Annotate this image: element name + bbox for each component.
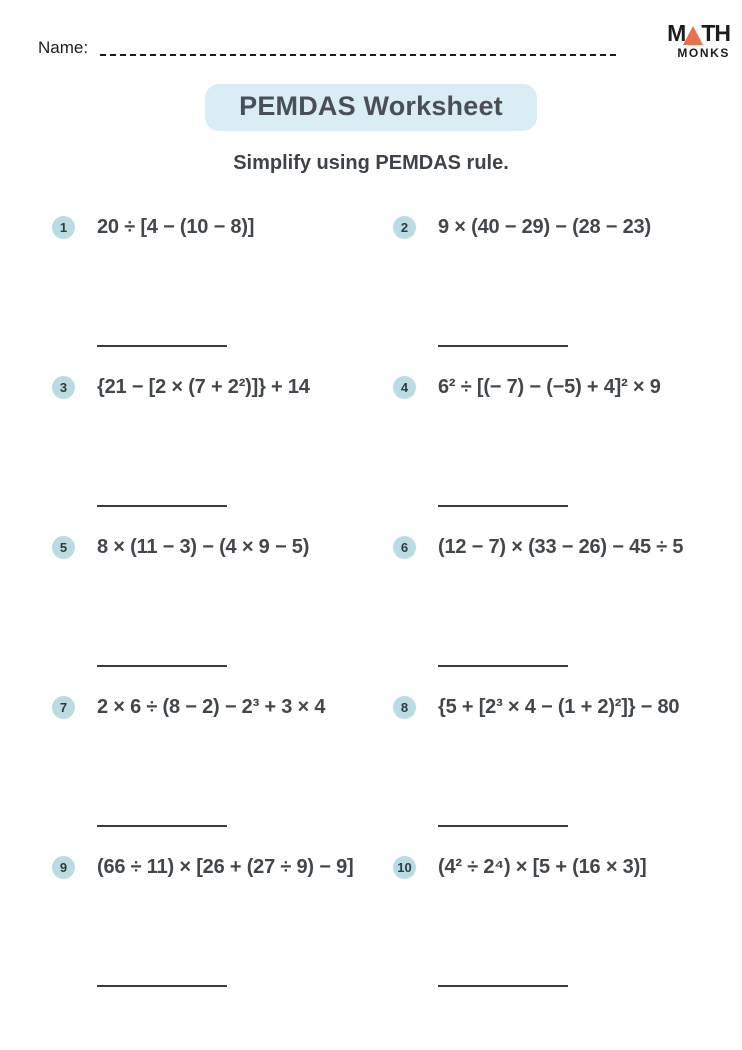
problem-number-badge: 2 [393, 216, 416, 239]
problem-number-badge: 9 [52, 856, 75, 879]
name-blank-line [100, 40, 616, 56]
problem-head [393, 376, 661, 399]
problem-expression: 6² ÷ [(− 7) − (−5) + 4]² × 9 [438, 376, 661, 398]
problem-expression: 9 × (40 − 29) − (28 − 23) [438, 216, 651, 238]
problem-expression: {5 + [2³ × 4 − (1 + 2)²]} − 80 [438, 696, 680, 718]
name-label: Name: [38, 38, 89, 57]
answer-blank-line [97, 985, 227, 987]
problem-4 [393, 363, 742, 523]
problem-expression: {21 − [2 × (7 + 2²)]} + 14 [97, 376, 310, 398]
answer-blank-line [97, 665, 227, 667]
problem-head [52, 856, 353, 879]
problem-3 [52, 363, 393, 523]
triangle-icon [683, 26, 703, 45]
problem-number-badge: 1 [52, 216, 75, 239]
answer-blank-line [438, 345, 568, 347]
problem-1 [52, 203, 393, 363]
problem-head [52, 696, 325, 719]
logo-word-monks: MONKS [677, 46, 730, 60]
problem-expression: (12 − 7) × (33 − 26) − 45 ÷ 5 [438, 536, 684, 558]
problem-number-badge: 6 [393, 536, 416, 559]
problem-number-badge: 3 [52, 376, 75, 399]
worksheet-header [0, 0, 742, 60]
title-section [0, 84, 742, 131]
problem-number-badge: 7 [52, 696, 75, 719]
instructions-text: Simplify using PEMDAS rule. [233, 152, 509, 174]
problem-head [52, 376, 310, 399]
logo-letter-m: M [667, 20, 686, 46]
answer-blank-line [438, 985, 568, 987]
answer-blank-line [438, 825, 568, 827]
problem-number-badge: 10 [393, 856, 416, 879]
problem-7 [52, 683, 393, 843]
problem-10 [393, 843, 742, 1003]
problem-9 [52, 843, 393, 1003]
problem-expression: (66 ÷ 11) × [26 + (27 ÷ 9) − 9] [97, 856, 354, 878]
problem-number-badge: 8 [393, 696, 416, 719]
answer-blank-line [97, 825, 227, 827]
problem-head [52, 536, 309, 559]
page-title: PEMDAS Worksheet [205, 84, 537, 131]
problem-expression: (4² ÷ 2⁴) × [5 + (16 × 3)] [438, 856, 647, 878]
problem-head [393, 696, 679, 719]
answer-blank-line [97, 505, 227, 507]
answer-blank-line [438, 665, 568, 667]
problem-head [393, 216, 651, 239]
logo-letters-th: TH [701, 20, 730, 46]
logo-word-math [667, 22, 730, 45]
problem-2 [393, 203, 742, 363]
answer-blank-line [97, 345, 227, 347]
problem-head [52, 216, 254, 239]
problem-6 [393, 523, 742, 683]
answer-blank-line [438, 505, 568, 507]
problem-number-badge: 4 [393, 376, 416, 399]
problem-expression: 20 ÷ [4 − (10 − 8)] [97, 216, 255, 238]
math-monks-logo [642, 22, 730, 60]
problem-8 [393, 683, 742, 843]
problem-5 [52, 523, 393, 683]
problem-head [393, 536, 683, 559]
name-field-row [38, 38, 642, 58]
problem-head [393, 856, 647, 879]
problem-number-badge: 5 [52, 536, 75, 559]
problems-grid [52, 203, 742, 1003]
problem-expression: 8 × (11 − 3) − (4 × 9 − 5) [97, 536, 310, 558]
problem-expression: 2 × 6 ÷ (8 − 2) − 2³ + 3 × 4 [97, 696, 326, 718]
